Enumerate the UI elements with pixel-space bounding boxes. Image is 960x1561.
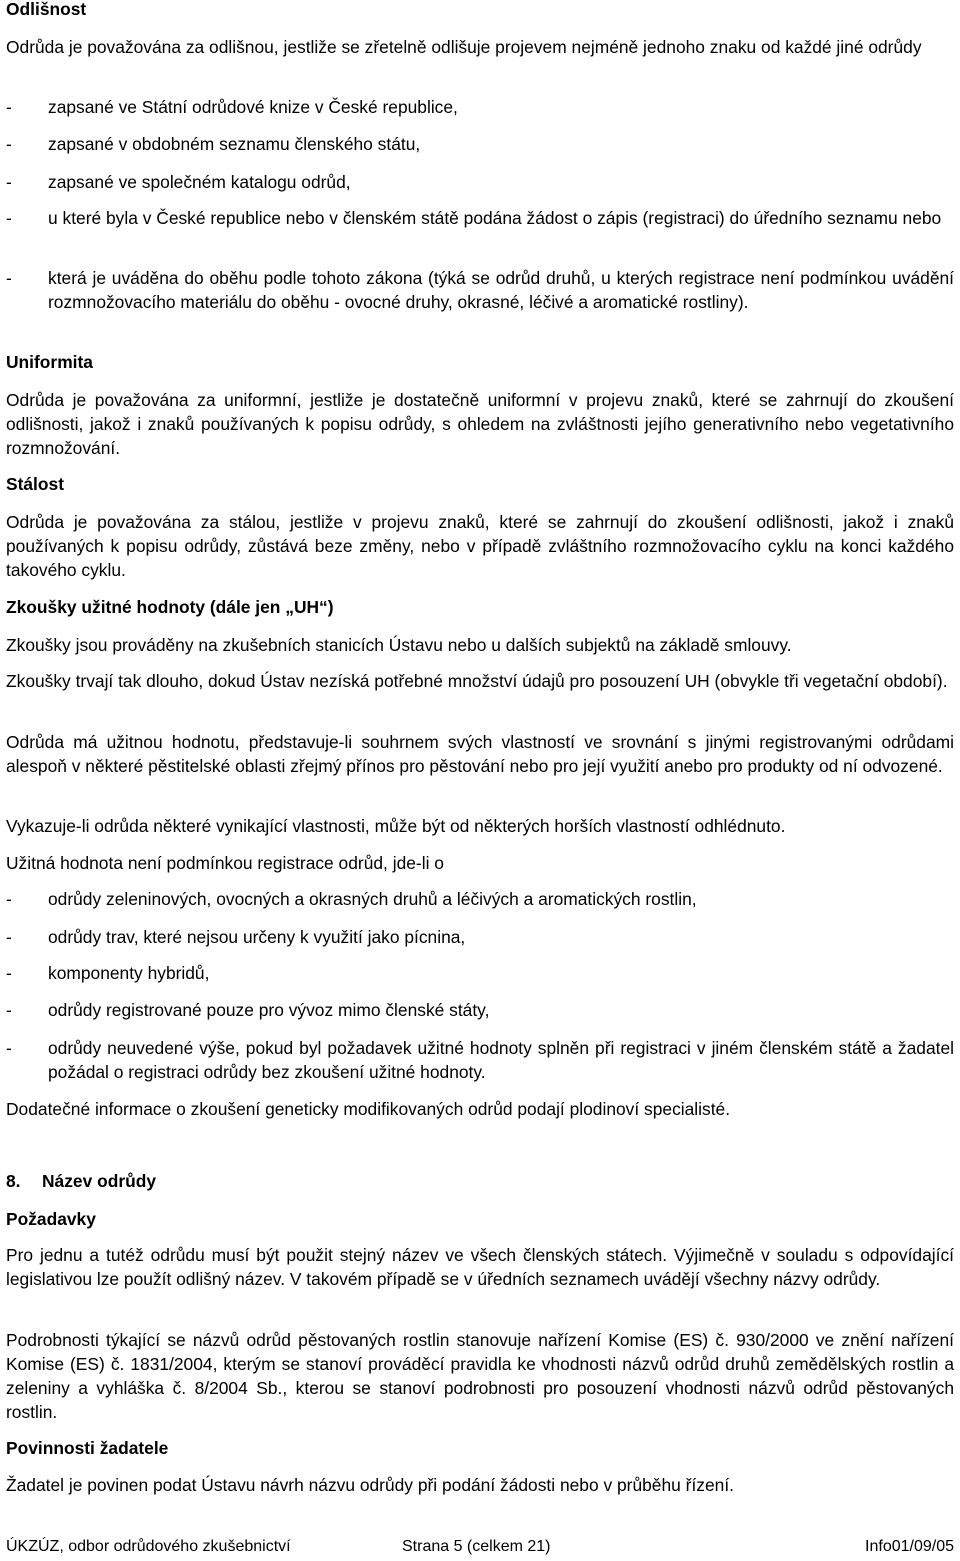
paragraph-odlisnost-intro: Odrůda je považována za odlišnou, jestliže se zřetelně odlišuje projevem nejméně jednoho znaku od každé jiné odrůdy <box>6 37 922 57</box>
heading-povinnosti: Povinnosti žadatele <box>6 1438 169 1458</box>
list-item-text: zapsané ve Státní odrůdové knize v České republice, <box>48 97 458 117</box>
list-marker: - <box>6 97 12 117</box>
heading-uniformita: Uniformita <box>6 352 93 372</box>
list-marker: - <box>6 1000 12 1020</box>
list-marker: - <box>6 889 12 909</box>
list-item <box>6 206 954 254</box>
paragraph-zkousky-5: Užitná hodnota není podmínkou registrace odrůd, jde-li o <box>6 853 444 873</box>
list-item <box>6 95 954 119</box>
list-marker: - <box>6 963 12 983</box>
paragraph-zkousky-3: Odrůda má užitnou hodnotu, představuje-li souhrnem svých vlastností ve srovnání s jinými registrovanými odrůdami alespoň v některé pěstitelské oblasti zřejmý přínos pro pěstování nebo pro její využití anebo pro produkty od ní odvozené. <box>6 732 954 776</box>
list-item-text: odrůdy zeleninových, ovocných a okrasných druhů a léčivých a aromatických rostlin, <box>48 889 697 909</box>
list-marker: - <box>6 208 12 228</box>
list-item-text: odrůdy neuvedené výše, pokud byl požadavek užitné hodnoty splněn při registraci v jiném členském státě a žadatel požádal o registraci odrůdy bez zkoušení užitné hodnoty. <box>48 1038 954 1082</box>
list-item-text: zapsané v obdobném seznamu členského státu, <box>48 134 421 154</box>
list-item-text: zapsané ve společném katalogu odrůd, <box>48 172 351 192</box>
paragraph-stalost: Odrůda je považována za stálou, jestliže v projevu znaků, které se zahrnují do zkoušení odlišnosti, jakož i znaků používaných k popisu odrůdy, zůstává beze změny, nebo v případě zvláštního rozmnožovacího cyklu na konci každého takového cyklu. <box>6 512 954 580</box>
list-item-text: která je uváděna do oběhu podle tohoto zákona (týká se odrůd druhů, u kterých registrace není podmínkou uvádění rozmnožovacího materiálu do oběhu - ovocné druhy, okrasné, léčivé a aromatické rostliny). <box>48 268 954 312</box>
heading-nazev-odrudy <box>6 1169 954 1193</box>
list-item <box>6 1036 954 1084</box>
list-item <box>6 170 954 194</box>
paragraph-zkousky-6: Dodatečné informace o zkoušení geneticky modifikovaných odrůd podají plodinoví specialisté. <box>6 1099 731 1119</box>
list-item <box>6 925 954 949</box>
footer-organization: ÚKZÚZ, odbor odrůdového zkušebnictví <box>6 1538 291 1555</box>
list-item <box>6 998 954 1022</box>
paragraph-zkousky-2: Zkoušky trvají tak dlouho, dokud Ústav nezíská potřebné množství údajů pro posouzení UH (obvykle tři vegetační období). <box>6 671 948 691</box>
paragraph-zkousky-4: Vykazuje-li odrůda některé vynikající vlastnosti, může být od některých horších vlastností odhlédnuto. <box>6 816 786 836</box>
section-title: Název odrůdy <box>42 1171 157 1191</box>
heading-zkousky: Zkoušky užitné hodnoty (dále jen „UH“) <box>6 597 334 617</box>
heading-odlisnost: Odlišnost <box>6 0 87 19</box>
list-marker: - <box>6 268 12 288</box>
paragraph-nazev-1: Pro jednu a tutéž odrůdu musí být použit stejný název ve všech členských státech. Výjimečně v souladu s odpovídající legislativou lze použít odlišný název. V takovém případě se v úředních seznamech uvádějí všechny názvy odrůdy. <box>6 1245 954 1289</box>
list-item <box>6 887 954 911</box>
list-item-text: odrůdy registrované pouze pro vývoz mimo členské státy, <box>48 1000 490 1020</box>
list-item-text: komponenty hybridů, <box>48 963 210 983</box>
paragraph-nazev-3: Žadatel je povinen podat Ústavu návrh názvu odrůdy při podání žádosti nebo v průběhu řízení. <box>6 1475 734 1495</box>
heading-stalost: Stálost <box>6 474 64 494</box>
list-item-text: odrůdy trav, které nejsou určeny k využití jako pícnina, <box>48 927 466 947</box>
page-footer <box>6 1535 954 1559</box>
list-item-text: u které byla v České republice nebo v členském státě podána žádost o zápis (registraci) do úředního seznamu nebo <box>48 208 942 228</box>
list-item <box>6 266 954 338</box>
list-marker: - <box>6 134 12 154</box>
list-marker: - <box>6 927 12 947</box>
list-marker: - <box>6 172 12 192</box>
list-item <box>6 961 954 985</box>
heading-pozadavky: Požadavky <box>6 1209 96 1229</box>
section-number: 8. <box>6 1171 21 1191</box>
paragraph-zkousky-1: Zkoušky jsou prováděny na zkušebních stanicích Ústavu nebo u dalších subjektů na základě smlouvy. <box>6 635 792 655</box>
paragraph-uniformita: Odrůda je považována za uniformní, jestliže je dostatečně uniformní v projevu znaků, které se zahrnují do zkoušení odlišnosti, jakož i znaků používaných k popisu odrůdy, s ohledem na zvláštnosti jejího generativního nebo vegetativního rozmnožování. <box>6 390 954 458</box>
list-item <box>6 132 954 156</box>
list-marker: - <box>6 1038 12 1058</box>
paragraph-nazev-2: Podrobnosti týkající se názvů odrůd pěstovaných rostlin stanovuje nařízení Komise (ES) č. 930/2000 ve znění nařízení Komise (ES) č. 1831/2004, kterým se stanoví prováděcí pravidla ke vhodnosti názvů odrůd druhů zemědělských rostlin a zeleniny a vyhláška č. 8/2004 Sb., kterou se stanoví podrobnosti pro posouzení vhodnosti názvů odrůd pěstovaných rostlin. <box>6 1330 954 1422</box>
footer-document-id: Info01/09/05 <box>865 1538 954 1555</box>
footer-page-number: Strana 5 (celkem 21) <box>402 1538 551 1555</box>
